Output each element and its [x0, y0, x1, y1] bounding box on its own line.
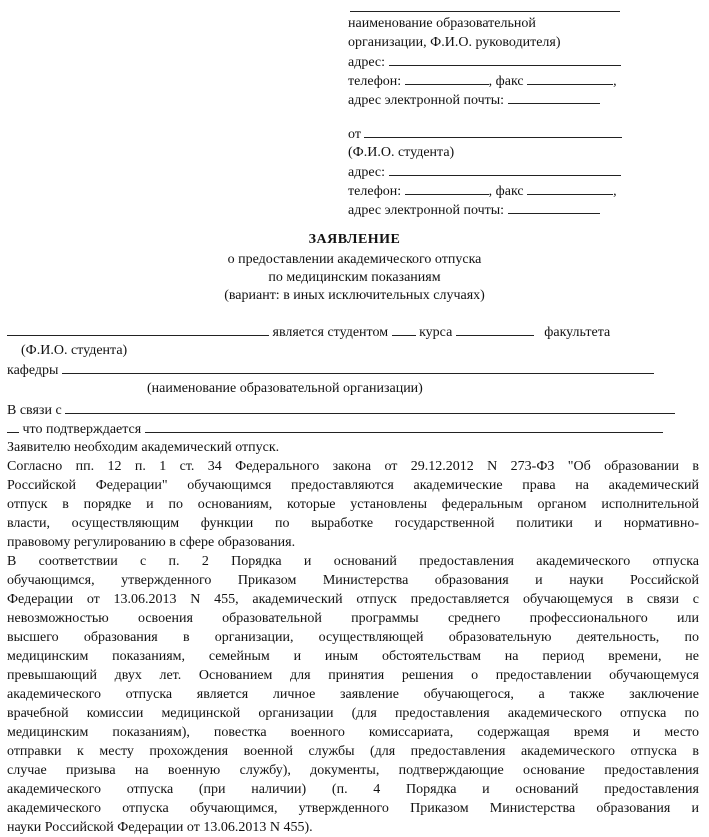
sender-from-blank[interactable]	[364, 124, 622, 138]
paragraph-1-line: власти, осуществляющим функции по выработке государственной политики и нормативно-	[7, 516, 699, 531]
paragraph-2-line: обучающимся, утвержденного Приказом Министерства образования и науки Российской	[7, 573, 699, 588]
paragraph-1	[7, 457, 699, 552]
paragraph-1-line: Российской Федерации" обучающимся предоставляются академические права на академический	[7, 478, 699, 493]
paragraph-2-line: медицинским показаниям, семейным и иным обстоятельствам на период времени, не	[7, 649, 699, 664]
sender-student-caption: (Ф.И.О. студента)	[348, 145, 455, 160]
paragraph-2-line: науки Российской Федерации от 13.06.2013 N 455).	[7, 820, 313, 835]
course-blank[interactable]	[392, 322, 416, 336]
form-org-caption: (наименование образовательной организации)	[147, 381, 423, 396]
recipient-phone-blank[interactable]	[405, 71, 489, 85]
sender-email-blank[interactable]	[508, 200, 600, 214]
paragraph-2-line: превышающий двух лет. Основанием для принятия решения о предоставлении обучающемуся	[7, 668, 699, 683]
paragraph-2	[7, 552, 699, 837]
recipient-email-label: адрес электронной почты:	[348, 93, 505, 108]
paragraph-1-line: Согласно пп. 12 п. 1 ст. 34 Федерального закона от 29.12.2012 N 273-ФЗ "Об образовании в	[7, 459, 699, 474]
sender-phone-label: телефон:	[348, 184, 402, 199]
is-student-label: является студентом	[272, 325, 389, 340]
confirmed-blank[interactable]	[145, 419, 663, 433]
confirmed-label: что подтверждается	[22, 422, 142, 437]
student-name-blank[interactable]	[7, 322, 269, 336]
paragraph-2-line: академического отпуска обучающимся, утвержденного Приказом Министерства образования и	[7, 801, 699, 816]
form-block	[7, 322, 699, 837]
sender-email-label: адрес электронной почты:	[348, 203, 505, 218]
department-row	[7, 360, 699, 379]
heading-line-2: по медицинским показаниям	[268, 270, 441, 285]
paragraph-2-line: академического отпуска является личное заявление обучающегося, а также заключение	[7, 687, 699, 702]
sender-phone-row: телефон: , факс ,	[348, 181, 648, 200]
paragraph-1-line: отпуск в порядке и по основаниям, которые установлены федеральным органом исполнительной	[7, 497, 699, 512]
heading-line-3: (вариант: в иных исключительных случаях)	[224, 288, 485, 303]
heading-line-1: о предоставлении академического отпуска	[227, 252, 482, 267]
sender-fax-blank[interactable]	[527, 181, 613, 195]
recipient-address-row	[348, 52, 648, 71]
recipient-phone-label: телефон:	[348, 74, 402, 89]
sender-address-blank[interactable]	[389, 162, 621, 176]
recipient-email-row	[348, 90, 648, 109]
due-to-blank[interactable]	[65, 400, 675, 414]
sender-from-row	[348, 124, 648, 143]
recipient-phone-row: телефон: , факс ,	[348, 71, 648, 90]
due-to-label: В связи с	[7, 403, 62, 418]
sender-address-row	[348, 162, 648, 181]
confirmed-lead-blank[interactable]	[7, 419, 19, 433]
paragraph-2-line: врачебной комиссии медицинской организации (для предоставления академического отпуска по	[7, 706, 699, 721]
needs-leave-row: Заявителю необходим академический отпуск.	[7, 440, 280, 455]
paragraph-2-line: высшего образования в организации, осуществляющей образовательную деятельность, по	[7, 630, 699, 645]
faculty-blank[interactable]	[456, 322, 534, 336]
recipient-org-caption-1: наименование образовательной	[348, 16, 536, 31]
form-student-caption: (Ф.И.О. студента)	[21, 343, 128, 358]
paragraph-1-line: правовому регулированию в сфере образования.	[7, 535, 296, 550]
paragraph-2-line: медицинским показаниям), повестка военного комиссариата, содержащая время и место	[7, 725, 699, 740]
sender-email-row	[348, 200, 648, 219]
paragraph-2-line: академического отпуска (при наличии) (п. 4 Порядка и оснований предоставления	[7, 782, 699, 797]
paragraph-2-line: отправки к месту прохождения военной службы (для предоставления академического отпуска в	[7, 744, 699, 759]
course-label: курса	[419, 325, 453, 340]
recipient-fax-blank[interactable]	[527, 71, 613, 85]
sender-fax-label: факс	[495, 184, 524, 199]
recipient-address-label: адрес:	[348, 55, 386, 70]
sender-phone-blank[interactable]	[405, 181, 489, 195]
recipient-address-blank[interactable]	[389, 52, 621, 66]
paragraph-2-line: Федерации от 13.06.2013 N 455, академический отпуск предоставляется обучающемуся в связи с	[7, 592, 699, 607]
paragraph-2-line: случае призыва на военную службу), документы, подтверждающие основание предоставления	[7, 763, 699, 778]
student-row	[7, 322, 699, 341]
sender-from-label: от	[348, 127, 361, 142]
document-title: ЗАЯВЛЕНИЕ	[308, 232, 401, 247]
paragraph-2-line: В соответствии с п. 2 Порядка и оснований предоставления академического отпуска	[7, 554, 699, 569]
recipient-block	[348, 14, 648, 109]
due-to-row	[7, 400, 699, 419]
sender-block	[348, 124, 648, 219]
recipient-fax-label: факс	[495, 74, 524, 89]
faculty-label: факультета	[544, 325, 611, 340]
student-caption-row	[7, 341, 699, 360]
org-caption-row	[7, 379, 699, 398]
department-blank[interactable]	[62, 360, 654, 374]
department-label: кафедры	[7, 363, 59, 378]
recipient-org-caption-2: организации, Ф.И.О. руководителя)	[348, 35, 561, 50]
recipient-org-blank[interactable]	[350, 10, 620, 12]
recipient-email-blank[interactable]	[508, 90, 600, 104]
sender-address-label: адрес:	[348, 165, 386, 180]
confirmed-row	[7, 419, 699, 438]
paragraph-2-line: невозможностью освоения образовательной программы среднего профессионального или	[7, 611, 699, 626]
